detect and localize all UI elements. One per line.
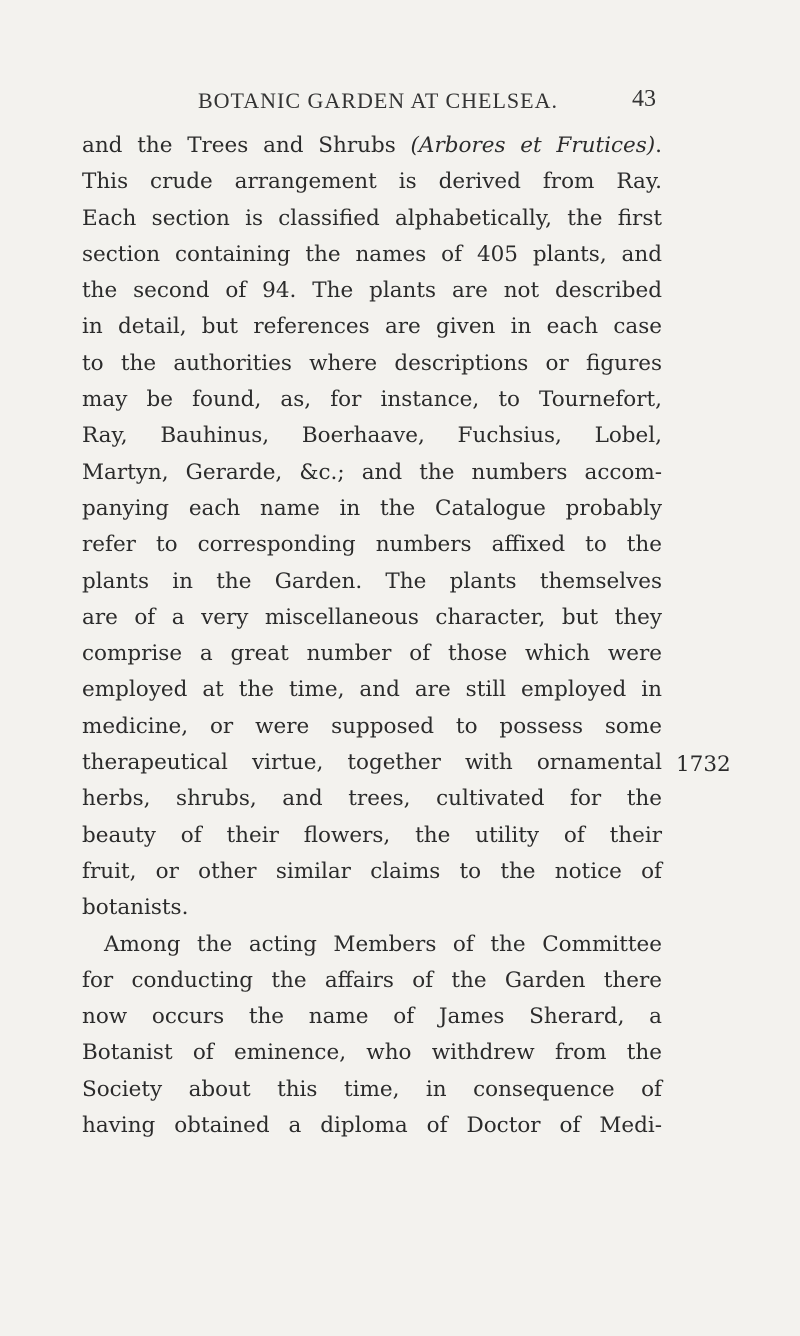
text-line: herbs, shrubs, and trees, cultivated for the bbox=[82, 786, 662, 812]
text-line: refer to corresponding numbers affixed to the bbox=[82, 532, 662, 558]
text-line: Ray, Bauhinus, Boerhaave, Fuchsius, Lobel, bbox=[82, 423, 662, 449]
text-line: Each section is classified alphabetically, the first bbox=[82, 205, 662, 231]
text-line: Society about this time, in consequence of bbox=[82, 1076, 662, 1102]
body-text bbox=[82, 128, 662, 1144]
text-line: employed at the time, and are still employed in bbox=[82, 677, 662, 703]
text-line: Among the acting Members of the Committee bbox=[104, 931, 662, 957]
text-line: Botanist of eminence, who withdrew from the bbox=[82, 1040, 662, 1066]
text-line: Martyn, Gerarde, &c.; and the numbers accom- bbox=[82, 459, 662, 485]
text-line: the second of 94. The plants are not described bbox=[82, 278, 662, 304]
page-number: 43 bbox=[632, 86, 656, 112]
text-line: botanists. bbox=[82, 895, 189, 921]
text-line: are of a very miscellaneous character, but they bbox=[82, 604, 662, 630]
running-head: BOTANIC GARDEN AT CHELSEA. bbox=[198, 88, 558, 113]
latin-name: (Arbores et Frutices) bbox=[410, 133, 656, 158]
text-line: having obtained a diploma of Doctor of Medi- bbox=[82, 1113, 662, 1139]
margin-year-note: 1732 bbox=[676, 752, 731, 777]
text-line: comprise a great number of those which were bbox=[82, 641, 662, 667]
line-text: . bbox=[655, 133, 662, 158]
text-line: This crude arrangement is derived from Ray. bbox=[82, 169, 662, 195]
text-line: therapeutical virtue, together with ornamental bbox=[82, 750, 662, 776]
text-line bbox=[82, 128, 662, 164]
text-line: medicine, or were supposed to possess some bbox=[82, 713, 662, 739]
text-line: fruit, or other similar claims to the notice of bbox=[82, 858, 662, 884]
text-line: for conducting the affairs of the Garden there bbox=[82, 967, 662, 993]
text-line: plants in the Garden. The plants themselves bbox=[82, 568, 662, 594]
text-line: in detail, but references are given in each case bbox=[82, 314, 662, 340]
text-line: panying each name in the Catalogue probably bbox=[82, 495, 662, 521]
text-line: now occurs the name of James Sherard, a bbox=[82, 1004, 662, 1030]
text-line: may be found, as, for instance, to Tournefort, bbox=[82, 387, 662, 413]
text-line: to the authorities where descriptions or figures bbox=[82, 350, 662, 376]
text-line: section containing the names of 405 plants, and bbox=[82, 241, 662, 267]
text-line: beauty of their flowers, the utility of their bbox=[82, 822, 662, 848]
line-text: and the Trees and Shrubs bbox=[82, 133, 411, 158]
